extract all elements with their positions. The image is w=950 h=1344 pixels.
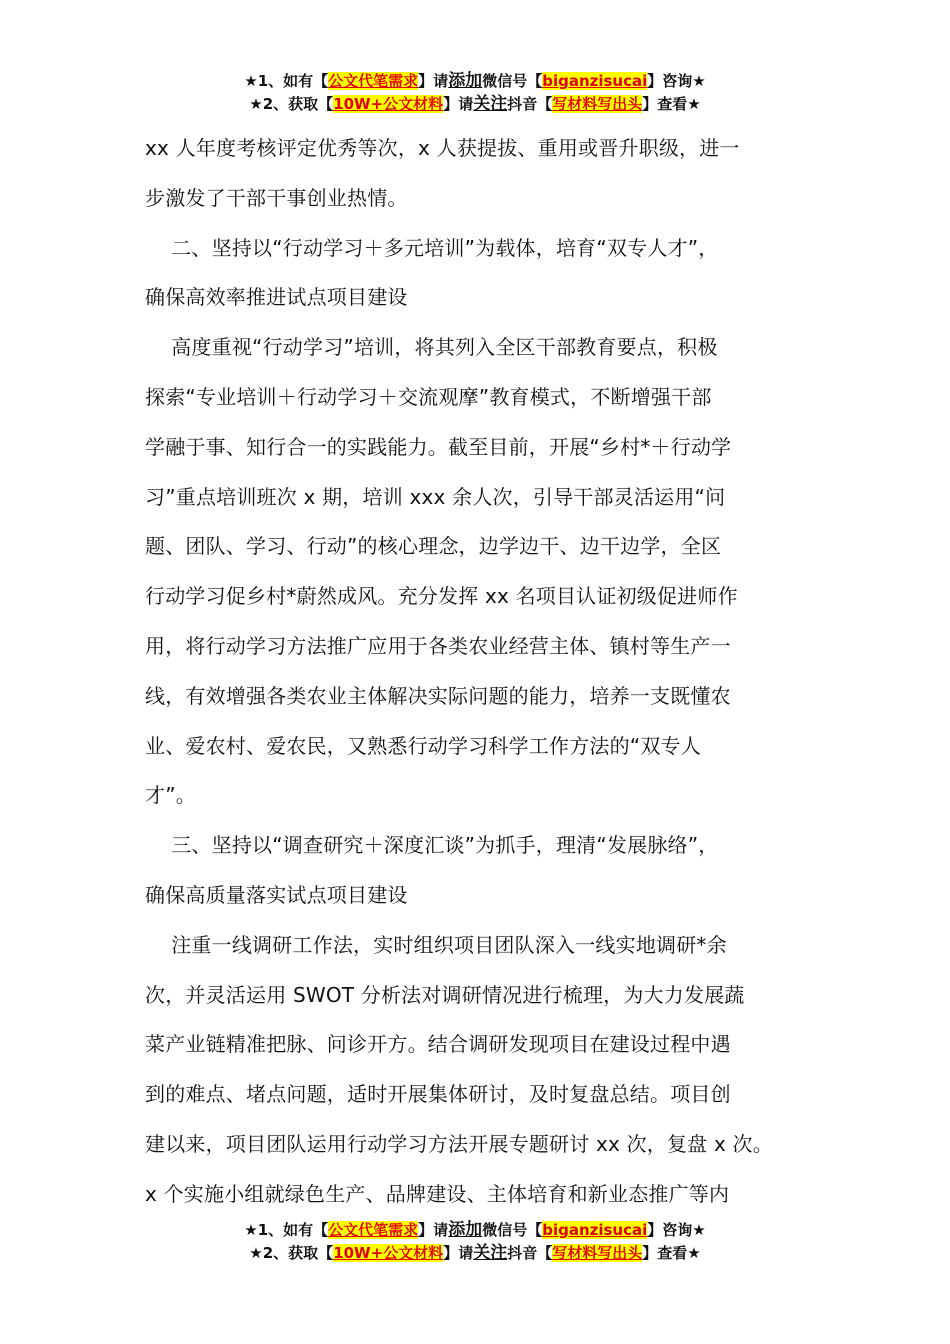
banner-text: 微信号【 [482,72,543,90]
banner-text: 】咨询★ [647,1221,706,1239]
text-line: 确保高质量落实试点项目建设 [145,883,408,907]
banner-emphasis: 关注 [473,94,508,114]
banner-text: ★1、如有【 [244,72,329,90]
text-line: 习”重点培训班次 x 期，培训 xxx 余人次，引导干部灵活运用“问 [145,484,726,509]
text-line: 确保高效率推进试点项目建设 [145,285,408,310]
banner-highlight: biganzisucai [542,72,648,90]
banner-highlight: 公文代笔需求 [328,1221,419,1239]
banner-text: 抖音【 [507,1244,553,1262]
text-line: 题、团队、学习、行动”的核心理念，边学边干、边干边学，全区 [145,534,722,559]
footer-banner [0,1219,950,1265]
banner-highlight: 公文代笔需求 [328,72,419,90]
text-line: 三、坚持以“调查研究＋深度汇谈”为抓手，理清“发展脉络”， [145,833,719,858]
banner-highlight: biganzisucai [542,1221,648,1239]
text-line: 才”。 [145,783,196,808]
text-line: xx 人年度考核评定优秀等次，x 人获提拔、重用或晋升职级，进一 [145,136,740,160]
text-line: 行动学习促乡村*蔚然成风。充分发挥 xx 名项目认证初级促进师作 [145,584,738,609]
banner-text: 】请 [418,72,449,90]
banner-emphasis: 添加 [448,1220,483,1240]
text-line: 探索“专业培训＋行动学习＋交流观摩”教育模式，不断增强干部 [145,385,712,409]
banner-line-2 [0,93,950,116]
banner-text: 】请 [443,1244,474,1262]
banner-line-2 [0,1242,950,1265]
text-line: 到的难点、堵点问题，适时开展集体研讨，及时复盘总结。项目创 [145,1082,731,1107]
text-line: 用，将行动学习方法推广应用于各类农业经营主体、镇村等生产一 [145,634,731,658]
banner-emphasis: 关注 [473,1243,508,1263]
banner-highlight: 写材料写出头 [552,1244,643,1262]
text-line: 线，有效增强各类农业主体解决实际问题的能力，培养一支既懂农 [145,683,731,708]
text-line: 业、爱农村、爱农民，又熟悉行动学习科学工作方法的“双专人 [145,733,701,758]
banner-text: 微信号【 [482,1221,543,1239]
banner-line-1 [0,70,950,93]
text-line: 二、坚持以“行动学习＋多元培训”为载体，培育“双专人才”， [145,235,719,260]
text-line: 次，并灵活运用 SWOT 分析法对调研情况进行梳理，为大力发展蔬 [145,982,745,1007]
banner-text: ★1、如有【 [244,1221,329,1239]
banner-highlight: 10W+公文材料 [333,95,444,113]
text-line: 步激发了干部干事创业热情。 [145,185,408,210]
banner-highlight: 10W+公文材料 [333,1244,444,1262]
banner-text: ★2、获取【 [249,95,334,113]
text-line: 注重一线调研工作法，实时组织项目团队深入一线实地调研*余 [145,932,727,957]
header-banner [0,70,950,116]
banner-line-1 [0,1219,950,1242]
banner-text: ★2、获取【 [249,1244,334,1262]
banner-text: 】请 [443,95,474,113]
banner-highlight: 写材料写出头 [552,95,643,113]
banner-text: 】查看★ [642,1244,701,1262]
banner-text: 抖音【 [507,95,553,113]
text-line: 建以来，项目团队运用行动学习方法开展专题研讨 xx 次，复盘 x 次。 [145,1132,773,1156]
banner-text: 】查看★ [642,95,701,113]
banner-text: 】咨询★ [647,72,706,90]
text-line: 高度重视“行动学习”培训，将其列入全区干部教育要点，积极 [145,335,718,360]
banner-emphasis: 添加 [448,71,483,91]
text-line: 菜产业链精准把脉、问诊开方。结合调研发现项目在建设过程中遇 [145,1032,731,1057]
banner-text: 】请 [418,1221,449,1239]
text-line: 学融于事、知行合一的实践能力。截至目前，开展“乡村*＋行动学 [145,434,732,459]
text-line: x 个实施小组就绿色生产、品牌建设、主体培育和新业态推广等内 [145,1181,730,1206]
